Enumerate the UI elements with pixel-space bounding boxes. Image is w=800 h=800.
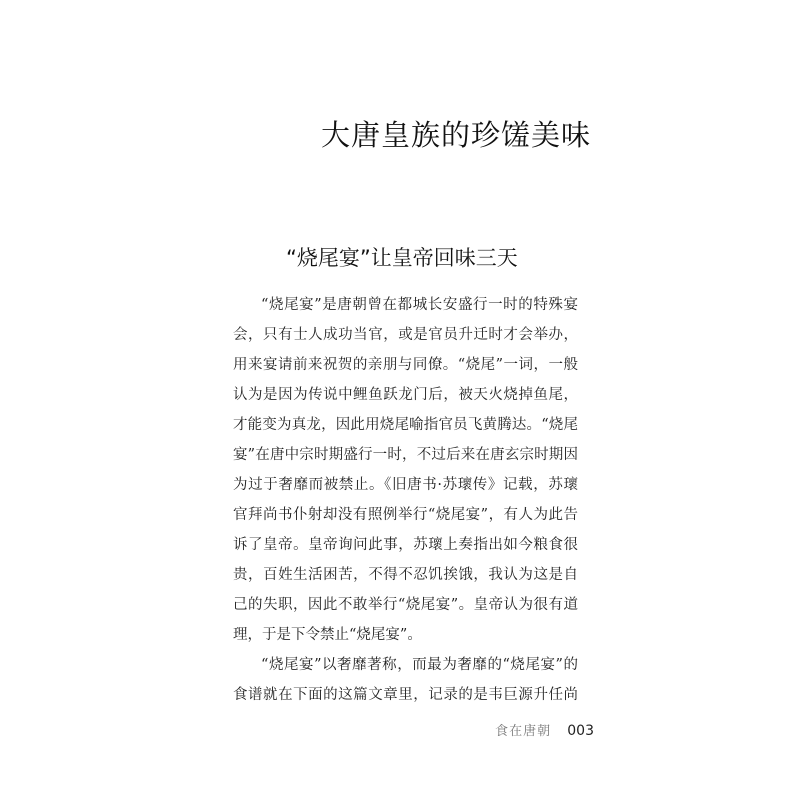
page-footer xyxy=(495,720,594,739)
text-line: 食谱就在下面的这篇文章里，记录的是韦巨源升任尚 xyxy=(233,687,578,703)
text-line: 诉了皇帝。皇帝询问此事，苏瓌上奏指出如今粮食很 xyxy=(233,537,578,553)
text-line: 会，只有士人成功当官，或是官员升迁时才会举办， xyxy=(233,327,578,343)
text-line: 贵，百姓生活困苦，不得不忍饥挨饿，我认为这是自 xyxy=(233,567,578,583)
text-line: 理，于是下令禁止“烧尾宴”。 xyxy=(233,627,422,643)
text-line: 官拜尚书仆射却没有照例举行“烧尾宴”，有人为此告 xyxy=(233,507,578,523)
text-line: 为过于奢靡而被禁止。《旧唐书·苏瓌传》记载，苏瓌 xyxy=(233,477,578,493)
text-line: 己的失职，因此不敢举行“烧尾宴”。皇帝认为很有道 xyxy=(233,597,578,613)
text-line: 认为是因为传说中鲤鱼跃龙门后，被天火烧掉鱼尾， xyxy=(233,387,578,403)
running-title: 食在唐朝 xyxy=(495,724,552,739)
text-line: “烧尾宴”以奢靡著称，而最为奢靡的“烧尾宴”的 xyxy=(261,657,578,673)
text-line: “烧尾宴”是唐朝曾在都城长安盛行一时的特殊宴 xyxy=(261,297,578,313)
text-line: 宴”在唐中宗时期盛行一时，不过后来在唐玄宗时期因 xyxy=(233,447,578,463)
text-line: 才能变为真龙，因此用烧尾喻指官员飞黄腾达。“烧尾 xyxy=(233,417,578,433)
page-number: 003 xyxy=(567,723,594,739)
chapter-title: 大唐皇族的珍馐美味 xyxy=(320,118,591,152)
text-line: 用来宴请前来祝贺的亲朋与同僚。“烧尾”一词，一般 xyxy=(233,357,578,373)
body-text xyxy=(233,290,578,710)
section-title: “烧尾宴”让皇帝回味三天 xyxy=(286,246,518,270)
